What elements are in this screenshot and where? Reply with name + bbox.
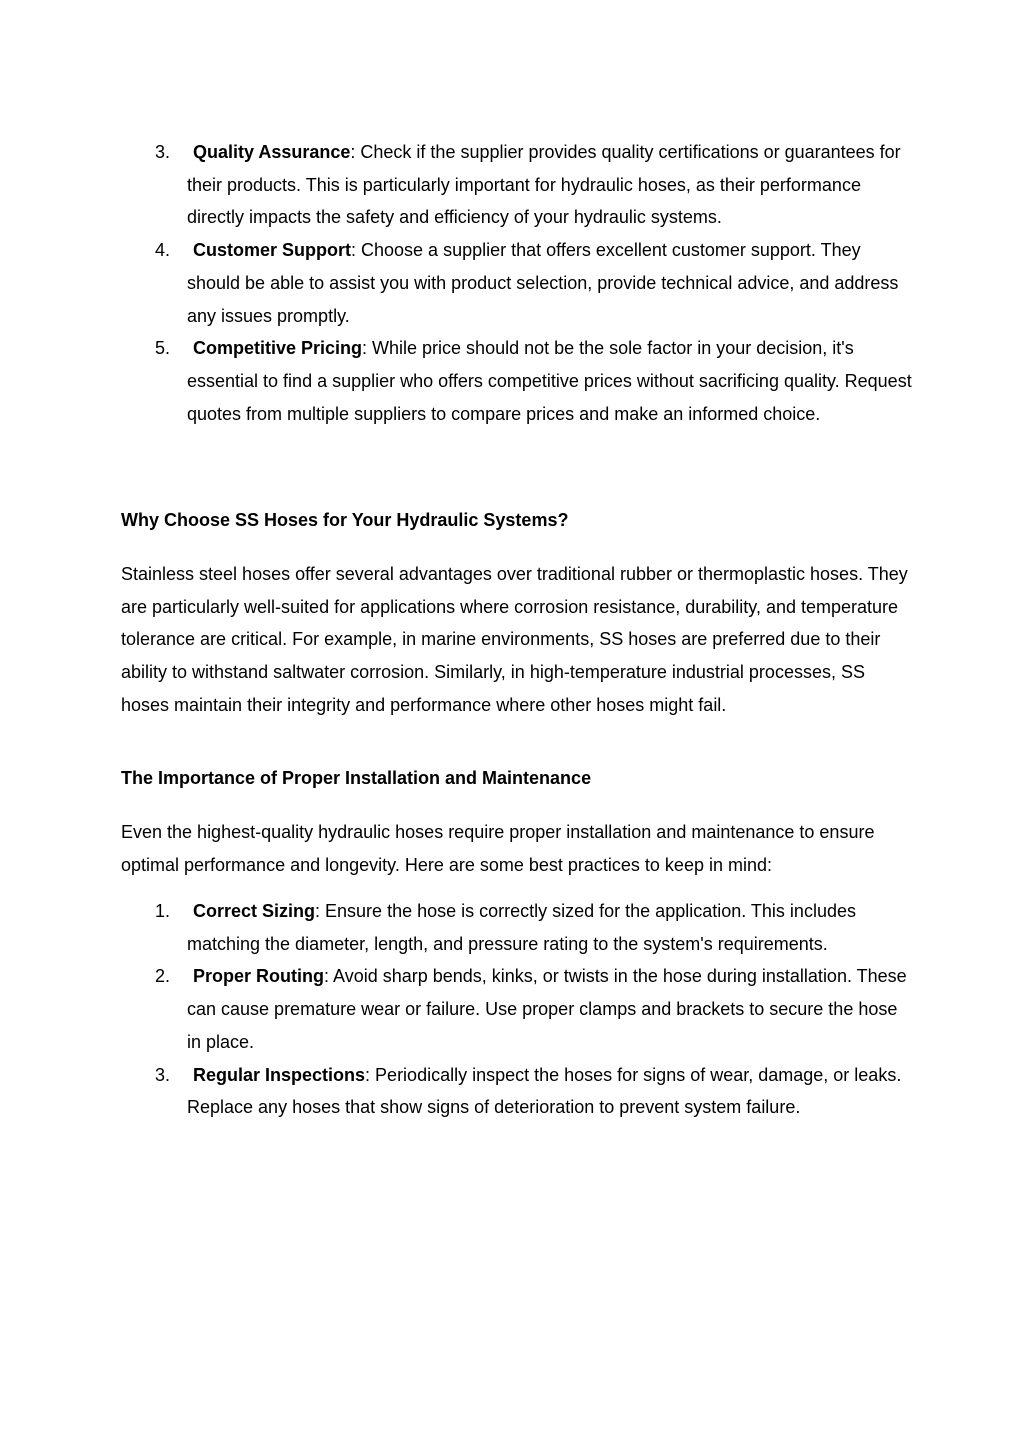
list-item-title: Quality Assurance	[193, 142, 351, 162]
section-paragraph: Even the highest-quality hydraulic hoses require proper installation and maintenance to ensure optimal performance and longevity. Here are some best practices to keep in mind:	[121, 822, 875, 875]
list-number: 2.	[155, 966, 171, 987]
list-number: 5.	[155, 338, 171, 359]
list-item	[155, 895, 915, 960]
list-item-title: Regular Inspections	[193, 1064, 366, 1085]
list-item	[155, 1059, 915, 1124]
numbered-list-suppliers	[155, 136, 915, 430]
list-item-text: : Ensure the hose is correctly sized for the application. This includes matching the diameter, length, and pressure rating to the system's requirements.	[187, 901, 856, 954]
list-item-title: Competitive Pricing	[193, 338, 363, 359]
list-number: 3.	[155, 1064, 171, 1085]
list-item-text: : Check if the supplier provides quality certifications or guarantees for their products. This is particularly important for hydraulic hoses, as their performance directly impacts the safety and efficiency of your hydraulic systems.	[187, 142, 901, 228]
list-item-text: : While price should not be the sole factor in your decision, it's essential to find a supplier who offers competitive prices without sacrificing quality. Request quotes from multiple suppliers to compare prices and make an informed choice.	[187, 338, 912, 424]
section-paragraph: Stainless steel hoses offer several advantages over traditional rubber or thermoplastic hoses. They are particularly well-suited for applications where corrosion resistance, durability, and temperature tolerance are critical. For example, in marine environments, SS hoses are preferred due to their ability to withstand saltwater corrosion. Similarly, in high-temperature industrial processes, SS hoses maintain their integrity and performance where other hoses might fail.	[121, 564, 908, 715]
list-number: 1.	[155, 901, 171, 921]
list-item-text: : Choose a supplier that offers excellent customer support. They should be able to assist you with product selection, provide technical advice, and address any issues promptly.	[187, 240, 899, 326]
list-item	[155, 136, 915, 234]
list-item	[155, 960, 915, 1058]
list-item	[155, 234, 915, 332]
section-heading: The Importance of Proper Installation and Maintenance	[121, 768, 592, 788]
section-heading: Why Choose SS Hoses for Your Hydraulic Systems?	[121, 510, 569, 530]
list-item	[155, 332, 915, 430]
list-number: 3.	[155, 142, 171, 162]
numbered-list-best-practices	[155, 895, 915, 1124]
list-item-title: Correct Sizing	[193, 901, 316, 921]
list-item-title: Proper Routing	[193, 966, 324, 987]
list-item-title: Customer Support	[193, 240, 352, 261]
list-number: 4.	[155, 240, 171, 261]
list-item-text: : Avoid sharp bends, kinks, or twists in the hose during installation. These can cause premature wear or failure. Use proper clamps and brackets to secure the hose in place.	[187, 966, 907, 1052]
list-item-text: : Periodically inspect the hoses for signs of wear, damage, or leaks. Replace any hoses that show signs of deterioration to prevent system failure.	[187, 1064, 902, 1118]
